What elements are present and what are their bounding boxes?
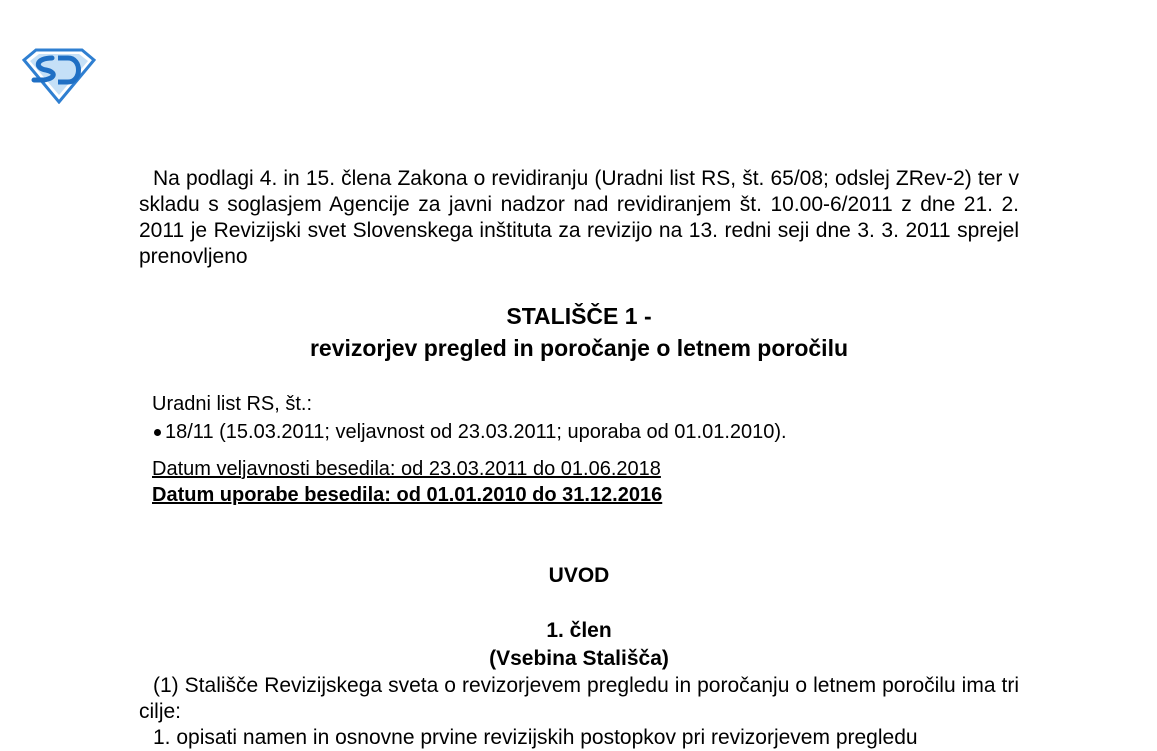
article-subtitle: (Vsebina Stališča) xyxy=(489,647,669,670)
article-heading xyxy=(139,617,1019,673)
title-line-2: revizorjev pregled in poročanje o letnem poročilu xyxy=(309,335,849,361)
intro-paragraph: Na podlagi 4. in 15. člena Zakona o revidiranju (Uradni list RS, št. 65/08; odslej ZRev-2) ter v skladu s soglasjem Agencije za javni nadzor nad revidiranjem št. 10.00-6/2011 z dne 21. 2. 2011 je Revizijski svet Slovenskega inštituta za revizijo na 13. redni seji dne 3. 3. 2011 sprejel prenovljeno xyxy=(139,167,1019,268)
validity-date: Datum veljavnosti besedila: od 23.03.2011 do 01.06.2018 xyxy=(152,458,661,480)
gazette-reference xyxy=(139,390,1019,446)
gazette-item xyxy=(152,418,1019,446)
gazette-label: Uradni list RS, št.: xyxy=(152,393,313,415)
sd-shield-logo-icon xyxy=(22,48,96,104)
document-title xyxy=(139,300,1019,364)
use-date: Datum uporabe besedila: od 01.01.2010 do 31.12.2016 xyxy=(152,484,663,506)
date-info xyxy=(139,456,1019,508)
gazette-item-text: 18/11 (15.03.2011; veljavnost od 23.03.2011; uporaba od 01.01.2010). xyxy=(165,421,787,443)
list-item: 1. opisati namen in osnovne prvine revizijskih postopkov pri revizorjevem pregledu xyxy=(153,726,918,749)
article-paragraph-1: (1) Stališče Revizijskega sveta o revizorjevem pregledu in poročanju o letnem poročilu ima tri cilje: xyxy=(139,674,1019,723)
bullet-icon xyxy=(154,429,161,436)
document-body xyxy=(139,166,1019,751)
title-line-1: STALIŠČE 1 - xyxy=(506,303,652,329)
section-heading: UVOD xyxy=(548,564,610,587)
article-number: 1. člen xyxy=(546,619,612,642)
